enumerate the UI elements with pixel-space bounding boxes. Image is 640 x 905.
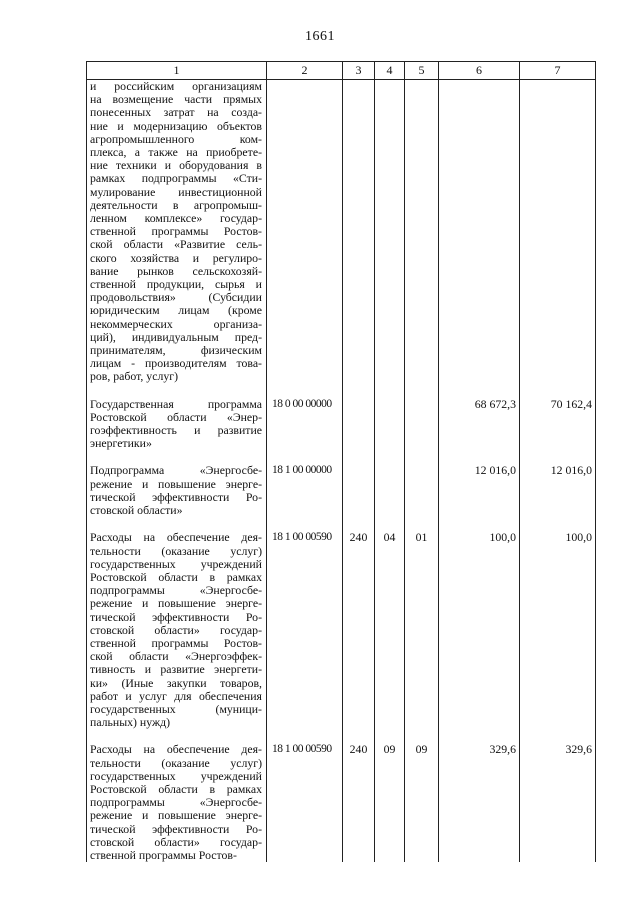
- table-header-row: [87, 62, 596, 80]
- spacer-cell: [343, 384, 375, 398]
- spacer-cell: [520, 517, 596, 531]
- description-line: гоэффективность и развитие: [90, 423, 262, 438]
- description-line: тической эффективности Ро-: [90, 821, 262, 836]
- description-line: агропромышленного ком-: [90, 131, 262, 146]
- spacer-cell: [439, 517, 520, 531]
- spacer-cell: [267, 517, 343, 531]
- row-rz-code: 09: [375, 743, 405, 862]
- spacer-cell: [405, 517, 439, 531]
- row-pr-code: [405, 398, 439, 451]
- table-row: [87, 531, 596, 729]
- row-csr-code: 18 1 00 00000: [267, 464, 343, 517]
- description-line: ров, работ, услуг): [90, 369, 178, 384]
- description-line: подпрограммы «Энергосбе-: [90, 583, 262, 598]
- description-line: Ростовской области в рамках: [90, 781, 262, 796]
- description-line: ственной программы Ростов-: [90, 847, 237, 862]
- spacer-cell: [375, 384, 405, 398]
- row-description: [87, 743, 267, 862]
- description-line: ленном комплексе» государ-: [90, 211, 262, 226]
- description-line: ций), индивидуальным пред-: [90, 329, 262, 344]
- spacer-cell: [439, 450, 520, 464]
- row-vr-code: [343, 398, 375, 451]
- spacer-cell: [375, 517, 405, 531]
- row-amount-col6: 68 672,3: [439, 398, 520, 451]
- row-pr-code: 09: [405, 743, 439, 862]
- row-description: [87, 464, 267, 517]
- description-line: продовольствия» (Субсидии: [90, 290, 262, 305]
- row-csr-code: [267, 80, 343, 384]
- spacer-cell: [87, 517, 267, 531]
- row-spacer: [87, 729, 596, 743]
- table-body: [87, 80, 596, 863]
- row-spacer: [87, 384, 596, 398]
- row-vr-code: [343, 464, 375, 517]
- description-line: мулирование инвестиционной: [90, 184, 262, 199]
- spacer-cell: [343, 450, 375, 464]
- spacer-cell: [343, 729, 375, 743]
- description-line: подпрограммы «Энергосбе-: [90, 795, 262, 810]
- spacer-cell: [520, 450, 596, 464]
- row-description: [87, 398, 267, 451]
- spacer-cell: [87, 384, 267, 398]
- row-amount-col6: 12 016,0: [439, 464, 520, 517]
- description-line: ственной программы Ростов-: [90, 224, 262, 239]
- description-line: ской области «Развитие сель-: [90, 237, 262, 252]
- row-description: [87, 80, 267, 384]
- description-line: тивность и развитие энергети-: [90, 662, 262, 677]
- row-amount-col7: 329,6: [520, 743, 596, 862]
- description-line: Государственная программа: [90, 396, 262, 411]
- row-amount-col6: 329,6: [439, 743, 520, 862]
- description-line: государственных (муници-: [90, 701, 262, 716]
- row-amount-col7: [520, 80, 596, 384]
- spacer-cell: [439, 729, 520, 743]
- spacer-cell: [520, 384, 596, 398]
- description-line: Расходы на обеспечение дея-: [90, 742, 262, 757]
- spacer-cell: [375, 729, 405, 743]
- budget-table: [86, 61, 596, 862]
- description-line: вание рынков сельскохозяй-: [90, 263, 262, 278]
- column-header-4: 4: [375, 62, 405, 80]
- description-line: Подпрограмма «Энергосбе-: [90, 463, 262, 478]
- description-line: тельности (оказание услуг): [90, 543, 262, 558]
- table-row: [87, 398, 596, 451]
- spacer-cell: [405, 729, 439, 743]
- spacer-cell: [405, 450, 439, 464]
- spacer-cell: [343, 517, 375, 531]
- description-line: Ростовской области «Энер-: [90, 409, 262, 424]
- table-row: [87, 743, 596, 862]
- table-row: [87, 464, 596, 517]
- description-line: тельности (оказание услуг): [90, 755, 262, 770]
- description-line: ние и модернизацию объектов: [90, 118, 262, 133]
- row-vr-code: 240: [343, 743, 375, 862]
- description-line: ского хозяйства и регулиро-: [90, 250, 262, 265]
- row-pr-code: [405, 80, 439, 384]
- description-line: на возмещение части прямых: [90, 92, 262, 107]
- description-line: Ростовской области в рамках: [90, 569, 262, 584]
- description-line: понесенных затрат на созда-: [90, 105, 262, 120]
- description-line: лицам - производителям това-: [90, 356, 262, 371]
- column-header-1: 1: [87, 62, 267, 80]
- spacer-cell: [267, 384, 343, 398]
- column-header-2: 2: [267, 62, 343, 80]
- spacer-cell: [267, 450, 343, 464]
- description-line: работ и услуг для обеспечения: [90, 688, 262, 703]
- row-spacer: [87, 450, 596, 464]
- spacer-cell: [267, 729, 343, 743]
- description-line: рамках подпрограммы «Сти-: [90, 171, 262, 186]
- row-rz-code: 04: [375, 531, 405, 729]
- column-header-3: 3: [343, 62, 375, 80]
- row-csr-code: 18 1 00 00590: [267, 743, 343, 862]
- description-line: тической эффективности Ро-: [90, 609, 262, 624]
- description-line: тической эффективности Ро-: [90, 489, 262, 504]
- column-header-7: 7: [520, 62, 596, 80]
- row-amount-col7: 70 162,4: [520, 398, 596, 451]
- description-line: государственных учреждений: [90, 556, 262, 571]
- page-number: 1661: [305, 29, 335, 44]
- row-amount-col6: [439, 80, 520, 384]
- description-line: режение и повышение энерге-: [90, 476, 262, 491]
- spacer-cell: [520, 729, 596, 743]
- description-line: государственных учреждений: [90, 768, 262, 783]
- row-rz-code: [375, 398, 405, 451]
- description-line: стовской области» государ-: [90, 622, 262, 637]
- table-row: [87, 80, 596, 384]
- spacer-cell: [375, 450, 405, 464]
- row-rz-code: [375, 464, 405, 517]
- spacer-cell: [87, 450, 267, 464]
- description-line: режение и повышение энерге-: [90, 808, 262, 823]
- spacer-cell: [405, 384, 439, 398]
- description-line: принимателям, физическим: [90, 343, 262, 358]
- description-line: ственной программы Ростов-: [90, 635, 262, 650]
- description-line: стовской области» государ-: [90, 834, 262, 849]
- description-line: ки» (Иные закупки товаров,: [90, 675, 262, 690]
- row-vr-code: [343, 80, 375, 384]
- description-line: ственной продукции, сырья и: [90, 277, 262, 292]
- column-header-5: 5: [405, 62, 439, 80]
- description-line: и российским организациям: [90, 79, 262, 93]
- row-vr-code: 240: [343, 531, 375, 729]
- row-amount-col6: 100,0: [439, 531, 520, 729]
- row-pr-code: 01: [405, 531, 439, 729]
- row-spacer: [87, 517, 596, 531]
- spacer-cell: [87, 729, 267, 743]
- description-line: пальных) нужд): [90, 715, 171, 730]
- description-line: энергетики»: [90, 436, 152, 451]
- description-line: режение и повышение энерге-: [90, 596, 262, 611]
- row-csr-code: 18 0 00 00000: [267, 398, 343, 451]
- description-line: стовской области»: [90, 503, 183, 518]
- description-line: юридическим лицам (кроме: [90, 303, 262, 318]
- row-csr-code: 18 1 00 00590: [267, 531, 343, 729]
- description-line: ской области «Энергоэффек-: [90, 649, 262, 664]
- description-line: деятельности в агропромыш-: [90, 197, 262, 212]
- row-rz-code: [375, 80, 405, 384]
- row-amount-col7: 100,0: [520, 531, 596, 729]
- description-line: некоммерческих организа-: [90, 316, 262, 331]
- description-line: ние техники и оборудования в: [90, 158, 262, 173]
- row-description: [87, 531, 267, 729]
- row-amount-col7: 12 016,0: [520, 464, 596, 517]
- spacer-cell: [439, 384, 520, 398]
- description-line: Расходы на обеспечение дея-: [90, 530, 262, 545]
- row-pr-code: [405, 464, 439, 517]
- column-header-6: 6: [439, 62, 520, 80]
- description-line: плекса, а также на приобрете-: [90, 145, 262, 160]
